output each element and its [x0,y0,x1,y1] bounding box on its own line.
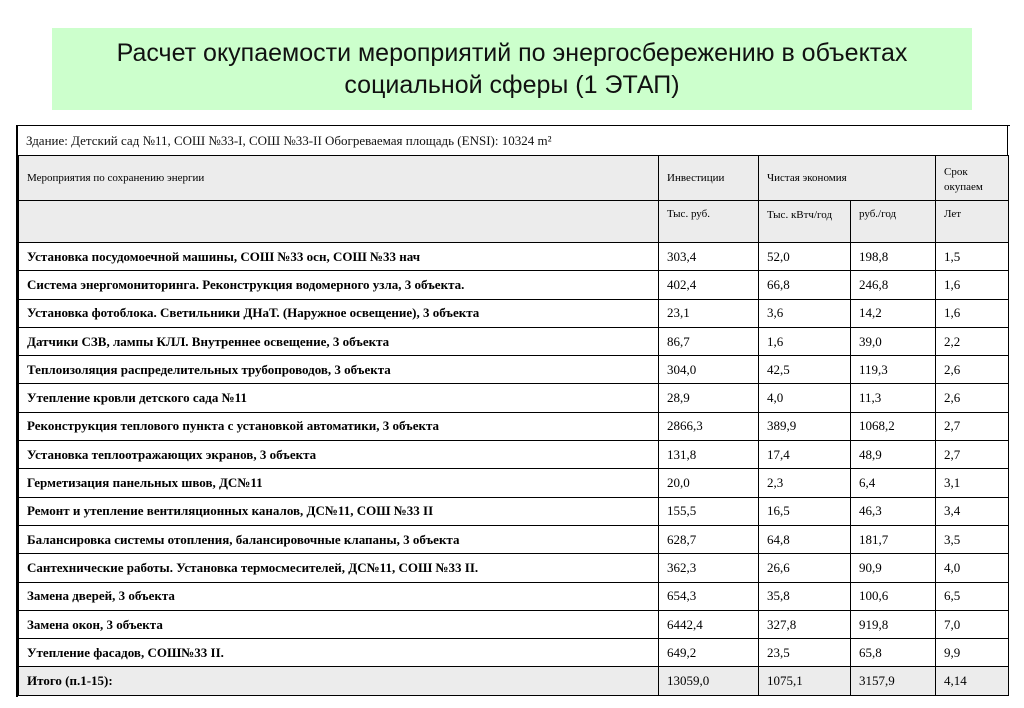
title-banner [52,28,972,110]
measure-name: Теплоизоляция распределительных трубопроводов, 3 объекта [19,356,659,384]
rub-value: 100,6 [851,582,936,610]
measure-name: Датчики СЗВ, лампы КЛЛ. Внутреннее освещение, 3 объекта [19,327,659,355]
rub-value: 48,9 [851,441,936,469]
total-payback: 4,14 [936,667,1009,696]
investment-value: 86,7 [659,327,759,355]
payback-value: 3,1 [936,469,1009,497]
investment-value: 402,4 [659,271,759,299]
rub-value: 6,4 [851,469,936,497]
rub-value: 1068,2 [851,412,936,440]
payback-table [18,155,1009,696]
table-row [19,412,1009,440]
measure-name: Герметизация панельных швов, ДС№11 [19,469,659,497]
unit-investments: Тыс. руб. [659,201,759,243]
header-investments: Инвестиции [659,156,759,201]
total-row [19,667,1009,696]
rub-value: 919,8 [851,610,936,638]
investment-value: 6442,4 [659,610,759,638]
investment-value: 628,7 [659,525,759,553]
kwh-value: 26,6 [759,554,851,582]
table-row [19,299,1009,327]
measure-name: Утепление фасадов, СОШ№33 II. [19,639,659,667]
table-row [19,327,1009,355]
measure-name: Замена дверей, 3 объекта [19,582,659,610]
payback-value: 2,7 [936,441,1009,469]
investment-value: 23,1 [659,299,759,327]
kwh-value: 1,6 [759,327,851,355]
header-payback: Срок окупаем [936,156,1009,201]
total-rub: 3157,9 [851,667,936,696]
total-kwh: 1075,1 [759,667,851,696]
document-table-area [16,125,1010,697]
rub-value: 39,0 [851,327,936,355]
unit-years: Лет [936,201,1009,243]
rub-value: 14,2 [851,299,936,327]
table-row [19,384,1009,412]
units-row [19,201,1009,243]
payback-value: 1,6 [936,271,1009,299]
header-row [19,156,1009,201]
payback-value: 3,5 [936,525,1009,553]
measure-name: Установка фотоблока. Светильники ДНаТ. (Наружное освещение), 3 объекта [19,299,659,327]
investment-value: 20,0 [659,469,759,497]
investment-value: 654,3 [659,582,759,610]
rub-value: 11,3 [851,384,936,412]
units-empty [19,201,659,243]
kwh-value: 327,8 [759,610,851,638]
measure-name: Ремонт и утепление вентиляционных каналов, ДС№11, СОШ №33 II [19,497,659,525]
kwh-value: 3,6 [759,299,851,327]
investment-value: 649,2 [659,639,759,667]
kwh-value: 42,5 [759,356,851,384]
measure-name: Реконструкция теплового пункта с установкой автоматики, 3 объекта [19,412,659,440]
payback-value: 9,9 [936,639,1009,667]
table-row [19,554,1009,582]
payback-value: 2,6 [936,384,1009,412]
measure-name: Установка теплоотражающих экранов, 3 объекта [19,441,659,469]
payback-value: 4,0 [936,554,1009,582]
rub-value: 65,8 [851,639,936,667]
kwh-value: 52,0 [759,243,851,271]
title-line-2: социальной сферы (1 ЭТАП) [344,71,680,99]
kwh-value: 2,3 [759,469,851,497]
measure-name: Сантехнические работы. Установка термосмесителей, ДС№11, СОШ №33 II. [19,554,659,582]
investment-value: 131,8 [659,441,759,469]
payback-value: 2,6 [936,356,1009,384]
table-row [19,441,1009,469]
rub-value: 119,3 [851,356,936,384]
measure-name: Балансировка системы отопления, балансировочные клапаны, 3 объекта [19,525,659,553]
measure-name: Замена окон, 3 объекта [19,610,659,638]
table-row [19,469,1009,497]
measure-name: Система энергомониторинга. Реконструкция водомерного узла, 3 объекта. [19,271,659,299]
investment-value: 155,5 [659,497,759,525]
table-row [19,356,1009,384]
kwh-value: 4,0 [759,384,851,412]
title-line-1: Расчет окупаемости мероприятий по энергосбережению в объектах [116,39,908,67]
measure-name: Установка посудомоечной машины, СОШ №33 осн, СОШ №33 нач [19,243,659,271]
investment-value: 2866,3 [659,412,759,440]
investment-value: 362,3 [659,554,759,582]
payback-value: 6,5 [936,582,1009,610]
header-net-savings: Чистая экономия [759,156,936,201]
investment-value: 303,4 [659,243,759,271]
table-row [19,582,1009,610]
payback-value: 1,5 [936,243,1009,271]
kwh-value: 17,4 [759,441,851,469]
table-row [19,243,1009,271]
payback-value: 3,4 [936,497,1009,525]
total-investment: 13059,0 [659,667,759,696]
unit-kwh: Тыс. кВтч/год [759,201,851,243]
kwh-value: 389,9 [759,412,851,440]
table-row [19,525,1009,553]
kwh-value: 16,5 [759,497,851,525]
kwh-value: 23,5 [759,639,851,667]
kwh-value: 64,8 [759,525,851,553]
unit-rub: руб./год [851,201,936,243]
kwh-value: 35,8 [759,582,851,610]
rub-value: 246,8 [851,271,936,299]
rub-value: 90,9 [851,554,936,582]
rub-value: 181,7 [851,525,936,553]
table-row [19,610,1009,638]
investment-value: 304,0 [659,356,759,384]
table-row [19,639,1009,667]
total-label: Итого (п.1-15): [19,667,659,696]
building-info: Здание: Детский сад №11, СОШ №33-I, СОШ №33-II Обогреваемая площадь (ENSI): 10324 m² [18,126,1008,155]
table-row [19,497,1009,525]
rub-value: 46,3 [851,497,936,525]
measure-name: Утепление кровли детского сада №11 [19,384,659,412]
kwh-value: 66,8 [759,271,851,299]
header-measures: Мероприятия по сохранению энергии [19,156,659,201]
rub-value: 198,8 [851,243,936,271]
payback-value: 2,2 [936,327,1009,355]
payback-value: 7,0 [936,610,1009,638]
payback-value: 2,7 [936,412,1009,440]
table-row [19,271,1009,299]
payback-value: 1,6 [936,299,1009,327]
investment-value: 28,9 [659,384,759,412]
